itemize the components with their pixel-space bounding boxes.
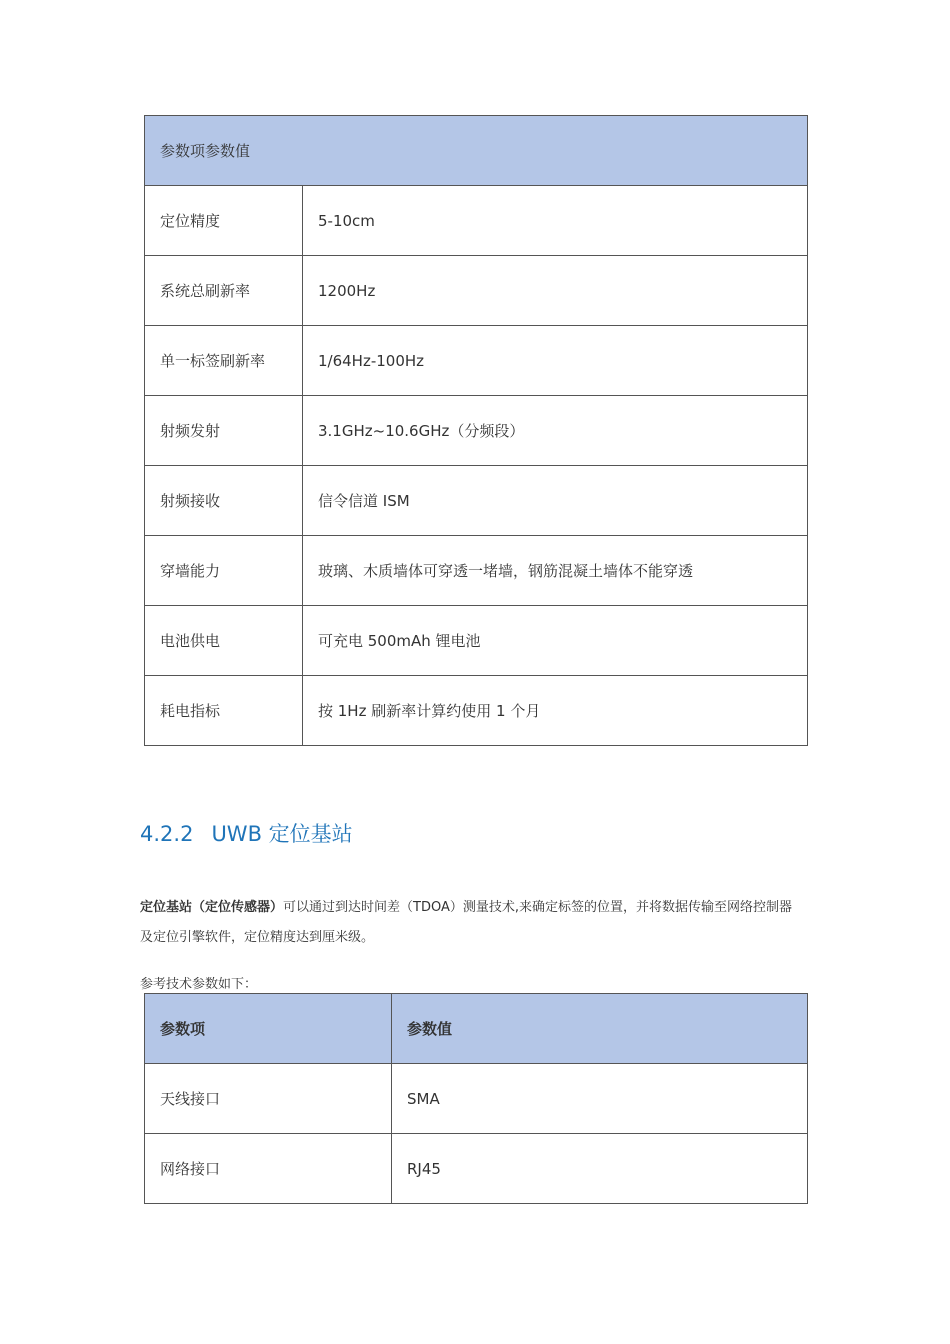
header-param-value: 参数值 (392, 994, 808, 1064)
param-name-cell: 射频发射 (145, 396, 303, 466)
param-name-cell: 系统总刷新率 (145, 256, 303, 326)
section-title: UWB 定位基站 (211, 822, 353, 846)
table-row (145, 186, 808, 256)
param-name-cell: 耗电指标 (145, 676, 303, 746)
section-heading (140, 818, 353, 848)
param-value-cell: 3.1GHz~10.6GHz（分频段） (303, 396, 808, 466)
table-row (145, 326, 808, 396)
tag-spec-table (144, 115, 808, 746)
param-value-cell: 玻璃、木质墙体可穿透一堵墙，钢筋混凝土墙体不能穿透 (303, 536, 808, 606)
table-row (145, 1134, 808, 1204)
table-row (145, 676, 808, 746)
param-value-cell: 信令信道 ISM (303, 466, 808, 536)
param-name-cell: 网络接口 (145, 1134, 392, 1204)
table-row (145, 466, 808, 536)
section-number: 4.2.2 (140, 822, 194, 846)
param-value-cell: 可充电 500mAh 锂电池 (303, 606, 808, 676)
table-row (145, 256, 808, 326)
param-name-cell: 定位精度 (145, 186, 303, 256)
table-header-row (145, 994, 808, 1064)
param-value-cell: 按 1Hz 刷新率计算约使用 1 个月 (303, 676, 808, 746)
param-value-cell: 1200Hz (303, 256, 808, 326)
param-name-cell: 电池供电 (145, 606, 303, 676)
header-param-name: 参数项 (145, 994, 392, 1064)
paragraph-text: 可以通过到达时间差（TDOA）测量技术,来确定标签的位置，并将数据传输至网络控制器及定位引擎软件，定位精度达到厘米级。 (140, 900, 792, 945)
table-row (145, 1064, 808, 1134)
param-name-cell: 穿墙能力 (145, 536, 303, 606)
param-value-cell: SMA (392, 1064, 808, 1134)
table-row (145, 396, 808, 466)
paragraph-bold-term: 定位基站（定位传感器） (140, 900, 284, 915)
table-header-cell: 参数项参数值 (145, 116, 808, 186)
param-value-cell: 5-10cm (303, 186, 808, 256)
table-row (145, 536, 808, 606)
param-value-cell: RJ45 (392, 1134, 808, 1204)
base-station-spec-table (144, 993, 808, 1204)
table-row (145, 606, 808, 676)
table-header-row (145, 116, 808, 186)
body-paragraph (140, 893, 800, 953)
param-value-cell: 1/64Hz-100Hz (303, 326, 808, 396)
param-name-cell: 射频接收 (145, 466, 303, 536)
table-lead-text: 参考技术参数如下： (140, 977, 258, 992)
param-name-cell: 天线接口 (145, 1064, 392, 1134)
param-name-cell: 单一标签刷新率 (145, 326, 303, 396)
